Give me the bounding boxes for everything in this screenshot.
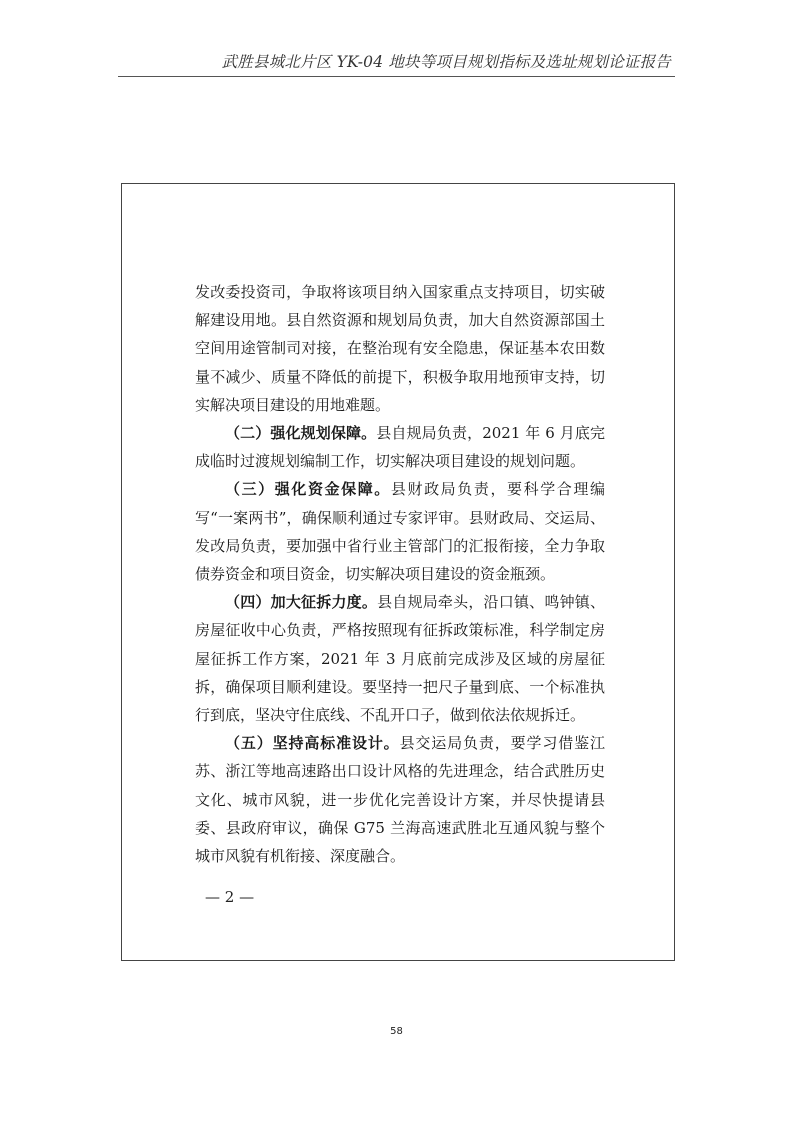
inner-page-number: — 2 — [205,888,255,906]
document-header-title: 武胜县城北片区 YK-04 地块等项目规划指标及选址规划论证报告 [221,53,671,71]
paragraph-section-3 [195,475,605,588]
section-4-heading: （四）加大征拆力度。 [225,593,378,612]
section-5-heading: （五）坚持高标准设计。 [225,734,400,753]
section-3-heading: （三）强化资金保障。 [225,480,391,499]
paragraph-continuation: 发改委投资司，争取将该项目纳入国家重点支持项目，切实破解建设用地。县自然资源和规划局负责，加大自然资源部国土空间用途管制司对接，在整治现有安全隐患，保证基本农田数量不减少、质量不降低的前提下，积极争取用地预审支持，切实解决项目建设的用地难题。 [195,283,605,414]
section-2-heading: （二）强化规划保障。 [225,424,377,443]
section-2-text: 县自规局负责，2021 年 6 月底完成临时过渡规划编制工作，切实解决项目建设的规划问题。 [195,424,605,471]
document-body [195,278,605,870]
paragraph-section-5 [195,729,605,870]
paragraph-section-2 [195,419,605,475]
paragraph-section-4 [195,588,605,729]
section-4-text: 县自规局牵头，沿口镇、鸣钟镇、房屋征收中心负责，严格按照现有征拆政策标准，科学制定房屋征拆工作方案，2021 年 3 月底前完成涉及区域的房屋征拆，确保项目顺利建设。要坚持一把尺子量到底、一个标准执行到底，坚决守住底线、不乱开口子，做到依法依规拆迁。 [195,593,605,725]
section-5-text: 县交运局负责，要学习借鉴江苏、浙江等地高速路出口设计风格的先进理念，结合武胜历史文化、城市风貌，进一步优化完善设计方案，并尽快提请县委、县政府审议，确保 G75 兰海高速武胜北互通风貌与整个城市风貌有机衔接、深度融合。 [195,734,605,866]
page-number: 58 [390,1026,403,1037]
section-3-text: 县财政局负责，要科学合理编写“一案两书”，确保顺利通过专家评审。县财政局、交运局、发改局负责，要加强中省行业主管部门的汇报衔接，全力争取债券资金和项目资金，切实解决项目建设的资金瓶颈。 [195,480,605,584]
header-divider [118,76,675,77]
